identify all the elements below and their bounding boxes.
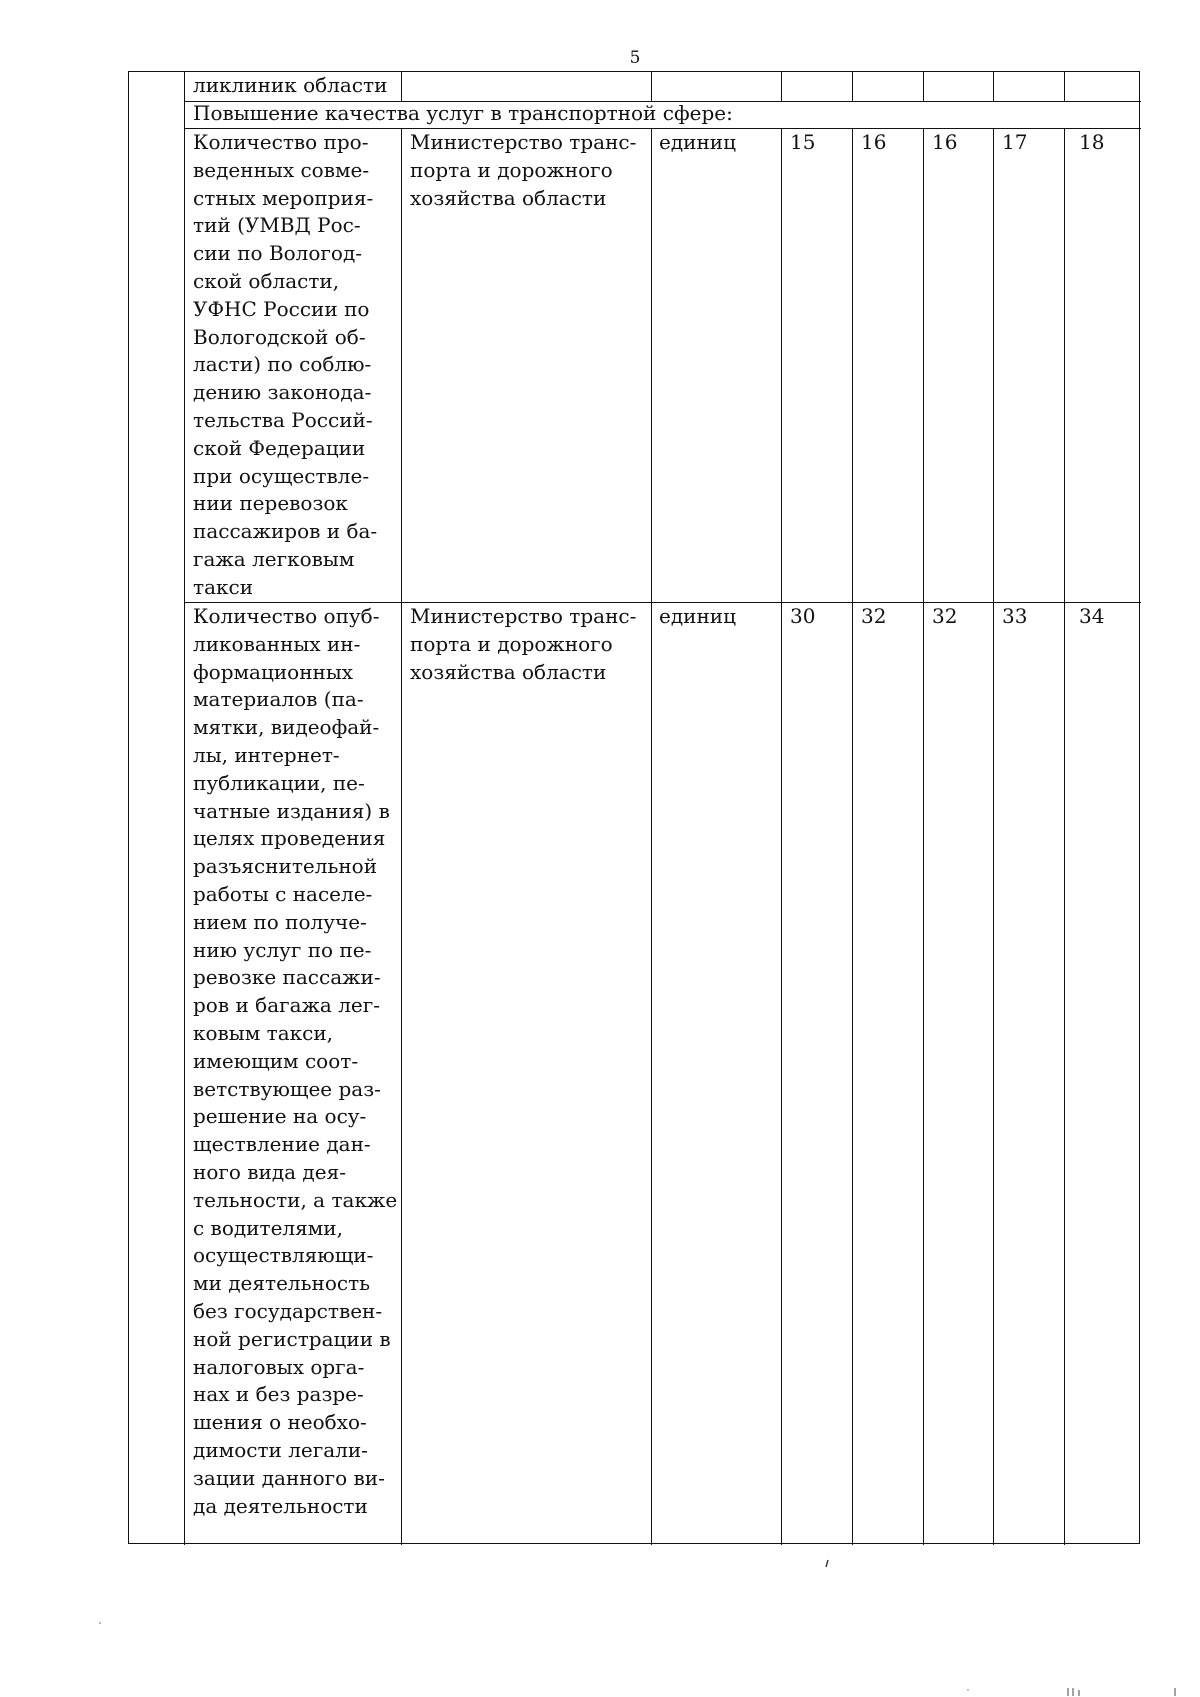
column-divider — [401, 128, 402, 1545]
column-divider — [923, 72, 924, 102]
row-1-unit: единиц — [659, 130, 737, 154]
row-2-value: 32 — [932, 604, 958, 628]
column-divider — [993, 72, 994, 102]
row-1-value: 15 — [790, 130, 816, 154]
row-2-value: 32 — [861, 604, 887, 628]
row-1-responsible: Министерство транс- порта и дорожного хозяйства области — [410, 130, 637, 210]
column-divider — [781, 128, 782, 1545]
column-divider — [852, 72, 853, 102]
column-divider — [852, 128, 853, 1545]
column-divider — [1064, 72, 1065, 102]
row-1-value: 16 — [861, 130, 887, 154]
row-1-value: 17 — [1002, 130, 1028, 154]
row-1-value: 18 — [1079, 130, 1105, 154]
row-2-indicator: Количество опуб- ликованных ин- формационных материалов (па- мятки, видеофай- лы, интернет- публикации, пе- чатные издания) в целях проведения разъяснительной работы с населе- нием по получе- нию услуг по пе- ревозке пассажи- ров и багажа лег- ковым такси, имеющим соот- ветствующее раз- решение на осу- ществление дан- ного вида дея- тельности, а также с водителями, осуществляющи- ми деятельность без государствен- ной регистрации в налоговых орга- нах и без разре- шения о необхо- димости легали- зации данного ви- да деятельности — [193, 604, 398, 1518]
continued-row-indicator: ликлиник области — [193, 73, 388, 97]
row-2-value: 34 — [1079, 604, 1105, 628]
row-2-value: 30 — [790, 604, 816, 628]
column-divider — [993, 128, 994, 1545]
column-divider — [651, 128, 652, 1545]
column-divider — [1064, 128, 1065, 1545]
column-divider — [781, 72, 782, 102]
column-divider — [184, 72, 185, 1545]
page-number: 5 — [629, 48, 641, 68]
row-1-indicator: Количество про- веденных совме- стных мероприя- тий (УМВД Рос- сии по Вологод- ской области, УФНС России по Вологодской об- ласти) по соблю- дению законода- тельства Россий- ской Федерации при осуществле- нии перевозок пассажиров и ба- гажа легковым такси — [193, 130, 378, 599]
column-divider — [651, 72, 652, 102]
row-2-responsible: Министерство транс- порта и дорожного хозяйства области — [410, 604, 637, 684]
section-title: Повышение качества услуг в транспортной сфере: — [193, 101, 733, 125]
row-2-value: 33 — [1002, 604, 1028, 628]
indicator-table — [128, 71, 1140, 1544]
row-1-value: 16 — [932, 130, 958, 154]
column-divider — [401, 72, 402, 102]
row-2-unit: единиц — [659, 604, 737, 628]
column-divider — [923, 128, 924, 1545]
